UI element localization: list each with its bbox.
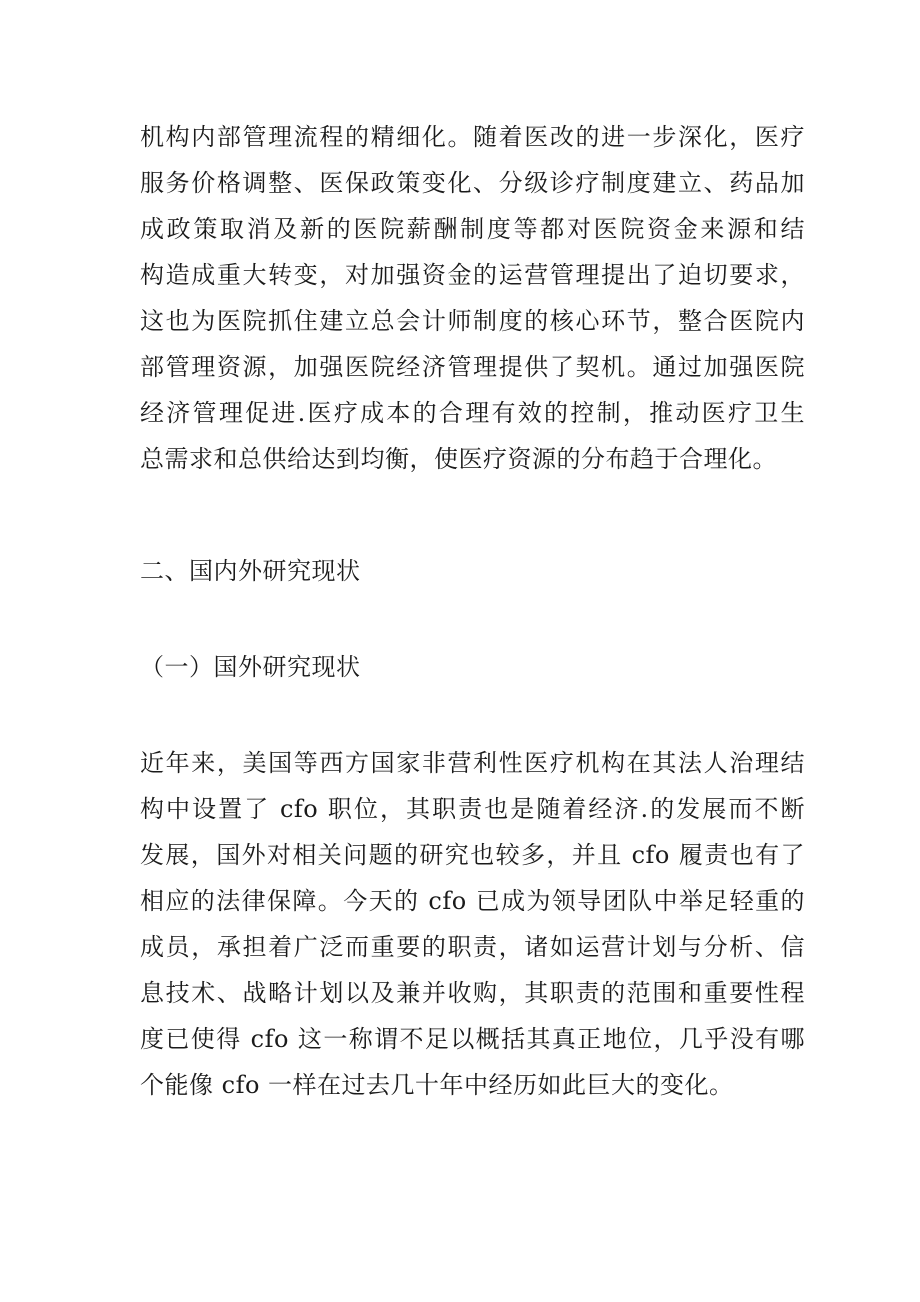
paragraph-foreign-research [140, 740, 805, 1108]
paragraph-line: 度已使得 cfo 这一称谓不足以概括其真正地位，几乎没有哪 [140, 1025, 805, 1053]
paragraph-line: 个能像 cfo 一样在过去几十年中经历如此巨大的变化。 [140, 1071, 734, 1099]
paragraph-line: 经济管理促进.医疗成本的合理有效的控制，推动医疗卫生 [140, 399, 805, 427]
paragraph-line: 近年来，美国等西方国家非营利性医疗机构在其法人治理结 [140, 749, 805, 777]
paragraph-line: 部管理资源，加强医院经济管理提供了契机。通过加强医院 [140, 353, 805, 381]
subsection-heading-text: （一）国外研究现状 [140, 653, 361, 681]
paragraph-line: 成政策取消及新的医院薪酬制度等都对医院资金来源和结 [140, 215, 805, 243]
paragraph-line: 息技术、战略计划以及兼并收购，其职责的范围和重要性程 [140, 979, 805, 1007]
paragraph-line: 构中设置了 cfo 职位，其职责也是随着经济.的发展而不断 [140, 795, 805, 823]
subsection-heading [140, 644, 805, 690]
paragraph-line: 相应的法律保障。今天的 cfo 已成为领导团队中举足轻重的 [140, 887, 805, 915]
paragraph-line: 机构内部管理流程的精细化。随着医改的进一步深化，医疗 [140, 123, 805, 151]
section-heading [140, 548, 805, 594]
paragraph-line: 这也为医院抓住建立总会计师制度的核心环节，整合医院内 [140, 307, 805, 335]
paragraph-line: 总需求和总供给达到均衡，使医疗资源的分布趋于合理化。 [140, 445, 777, 473]
paragraph-line: 构造成重大转变，对加强资金的运营管理提出了迫切要求， [140, 261, 805, 289]
paragraph-line: 服务价格调整、医保政策变化、分级诊疗制度建立、药品加 [140, 169, 805, 197]
paragraph-line: 发展，国外对相关问题的研究也较多，并且 cfo 履责也有了 [140, 841, 805, 869]
paragraph-hospital-management [140, 114, 805, 482]
paragraph-line: 成员，承担着广泛而重要的职责，诸如运营计划与分析、信 [140, 933, 805, 961]
section-heading-text: 二、国内外研究现状 [140, 557, 361, 585]
